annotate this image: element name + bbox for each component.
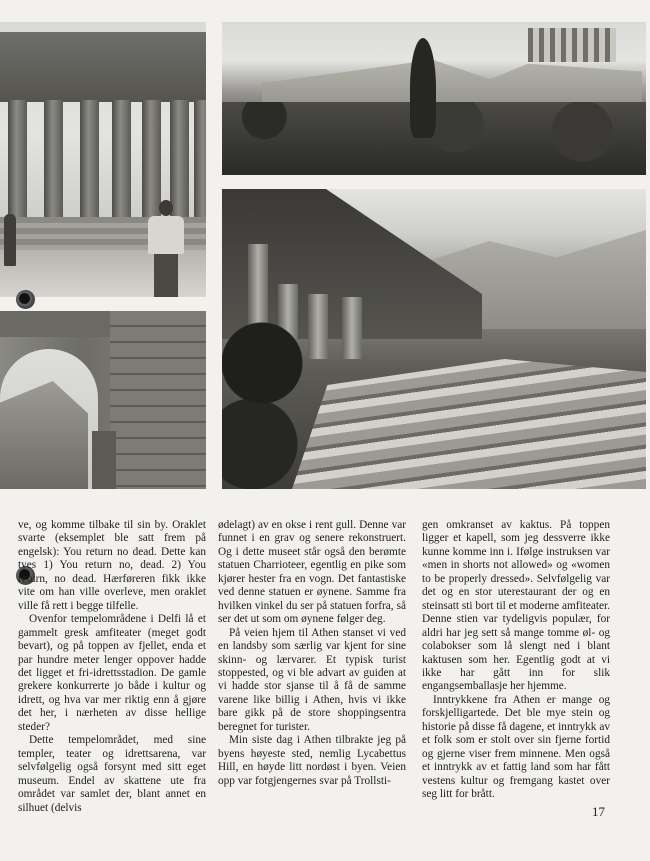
acropolis-photo — [222, 22, 646, 175]
paragraph: Dette tempelområdet, med sine templer, teater og idrettsarena, var selvfølgelig også forsynt med sitt eget museum. Endel av skattene ute fra området var samlet der, blant annet en silhuet (delvis — [18, 734, 206, 814]
column — [112, 100, 131, 222]
parthenon-photo — [0, 22, 206, 297]
distant-person — [4, 214, 16, 266]
column — [80, 100, 99, 222]
column — [194, 100, 206, 222]
stone-blocks — [110, 311, 206, 489]
column — [44, 100, 63, 222]
paragraph: Ovenfor tempelområdene i Delfi lå et gammelt gresk amfiteater (meget godt bevart), og på toppen av fjellet, enda et par hundre meter lenger oppover hadde det ligget et fri-idrettsstadion. De gamle grekere konkurrerte jo både i kultur og idrett, og hva var mer riktig enn å gjøre det her, i nærheten av disse hellige steder? — [18, 613, 206, 733]
arch-pillar — [92, 431, 116, 489]
paragraph: Min siste dag i Athen tilbrakte jeg på byens høyeste sted, nemlig Lycabettus Hill, en høyde litt nordøst i byen. Veien opp var fotgjengernes svar på Trollsti- — [218, 734, 406, 787]
paragraph: Inntrykkene fra Athen er mange og forskjelligartede. Det ble mye stein og historie på disse få dagene, et inntrykk av et folk som er stolt over sin fjerne fortid og gjerne viser frem minnene. Men også et inntrykk av et fattig land som har fått vestens kultur og fremgang kastet over seg litt for brått. — [422, 693, 610, 801]
text-column-1 — [18, 519, 206, 815]
delphi-photo — [222, 189, 646, 489]
paragraph: gen omkranset av kaktus. På toppen ligger et kapell, som jeg dessverre ikke kunne komme inn i. Ifølge instruksen var «men in shorts not allowed» og «women to be properly dressed». Selvfølgelig var det og en stor uterestaurant der og en steinsatt sti bort til et moderne amfiteater. Denne stien var tydeligvis populær, for aldri har jeg sett så mange tomme øl- og colabokser som lå slengt ned i blant kaktusen som her. Egentlig godt at vi ikke har gått inn for slik engangsemballasje her hjemme. — [422, 519, 610, 693]
column — [342, 297, 362, 359]
text-column-3 — [422, 519, 610, 802]
hilltop-temple — [528, 28, 616, 62]
arch-gate-photo — [0, 311, 206, 489]
dark-trees — [222, 309, 322, 489]
punch-hole — [16, 290, 35, 309]
paragraph: ve, og komme tilbake til sin by. Oraklet svarte (eksemplet ble satt frem på engelsk): You return no dead. Dette kan tyes 1) You return no, dead. 2) You return, no dead. Hærføreren fikk ikke vite om han ville overleve, men oraklet ville få rett i begge tilfelle. — [18, 519, 206, 612]
page-number: 17 — [592, 804, 605, 819]
entablature — [0, 32, 206, 102]
paragraph: ødelagt) av en okse i rent gull. Denne var funnet i en grav og senere rekonstruert. Og i dette museet står også den berømte statuen Charrioteer, egentlig en pike som kjører hester fra en vogn. Det fantastiske ved denne statuen er øynene. Samme fra hvilken vinkel du ser på statuen forfra, så ser det ut som om øynene følger deg. — [218, 519, 406, 626]
paragraph: På veien hjem til Athen stanset vi ved en landsby som særlig var kjent for sine skinn- og lærvarer. Et typisk turist stoppested, og vi ble advart av guiden at vi hadde stor sjanse til å få de samme varene like billig i Athen, hvis vi ikke bare gikk på de store shoppingsentra beregnet for turister. — [218, 626, 406, 733]
temple-ruins — [292, 359, 646, 489]
tourist-figure — [144, 200, 188, 297]
column — [8, 100, 27, 222]
text-column-2 — [218, 519, 406, 788]
cypress-tree — [410, 38, 436, 138]
